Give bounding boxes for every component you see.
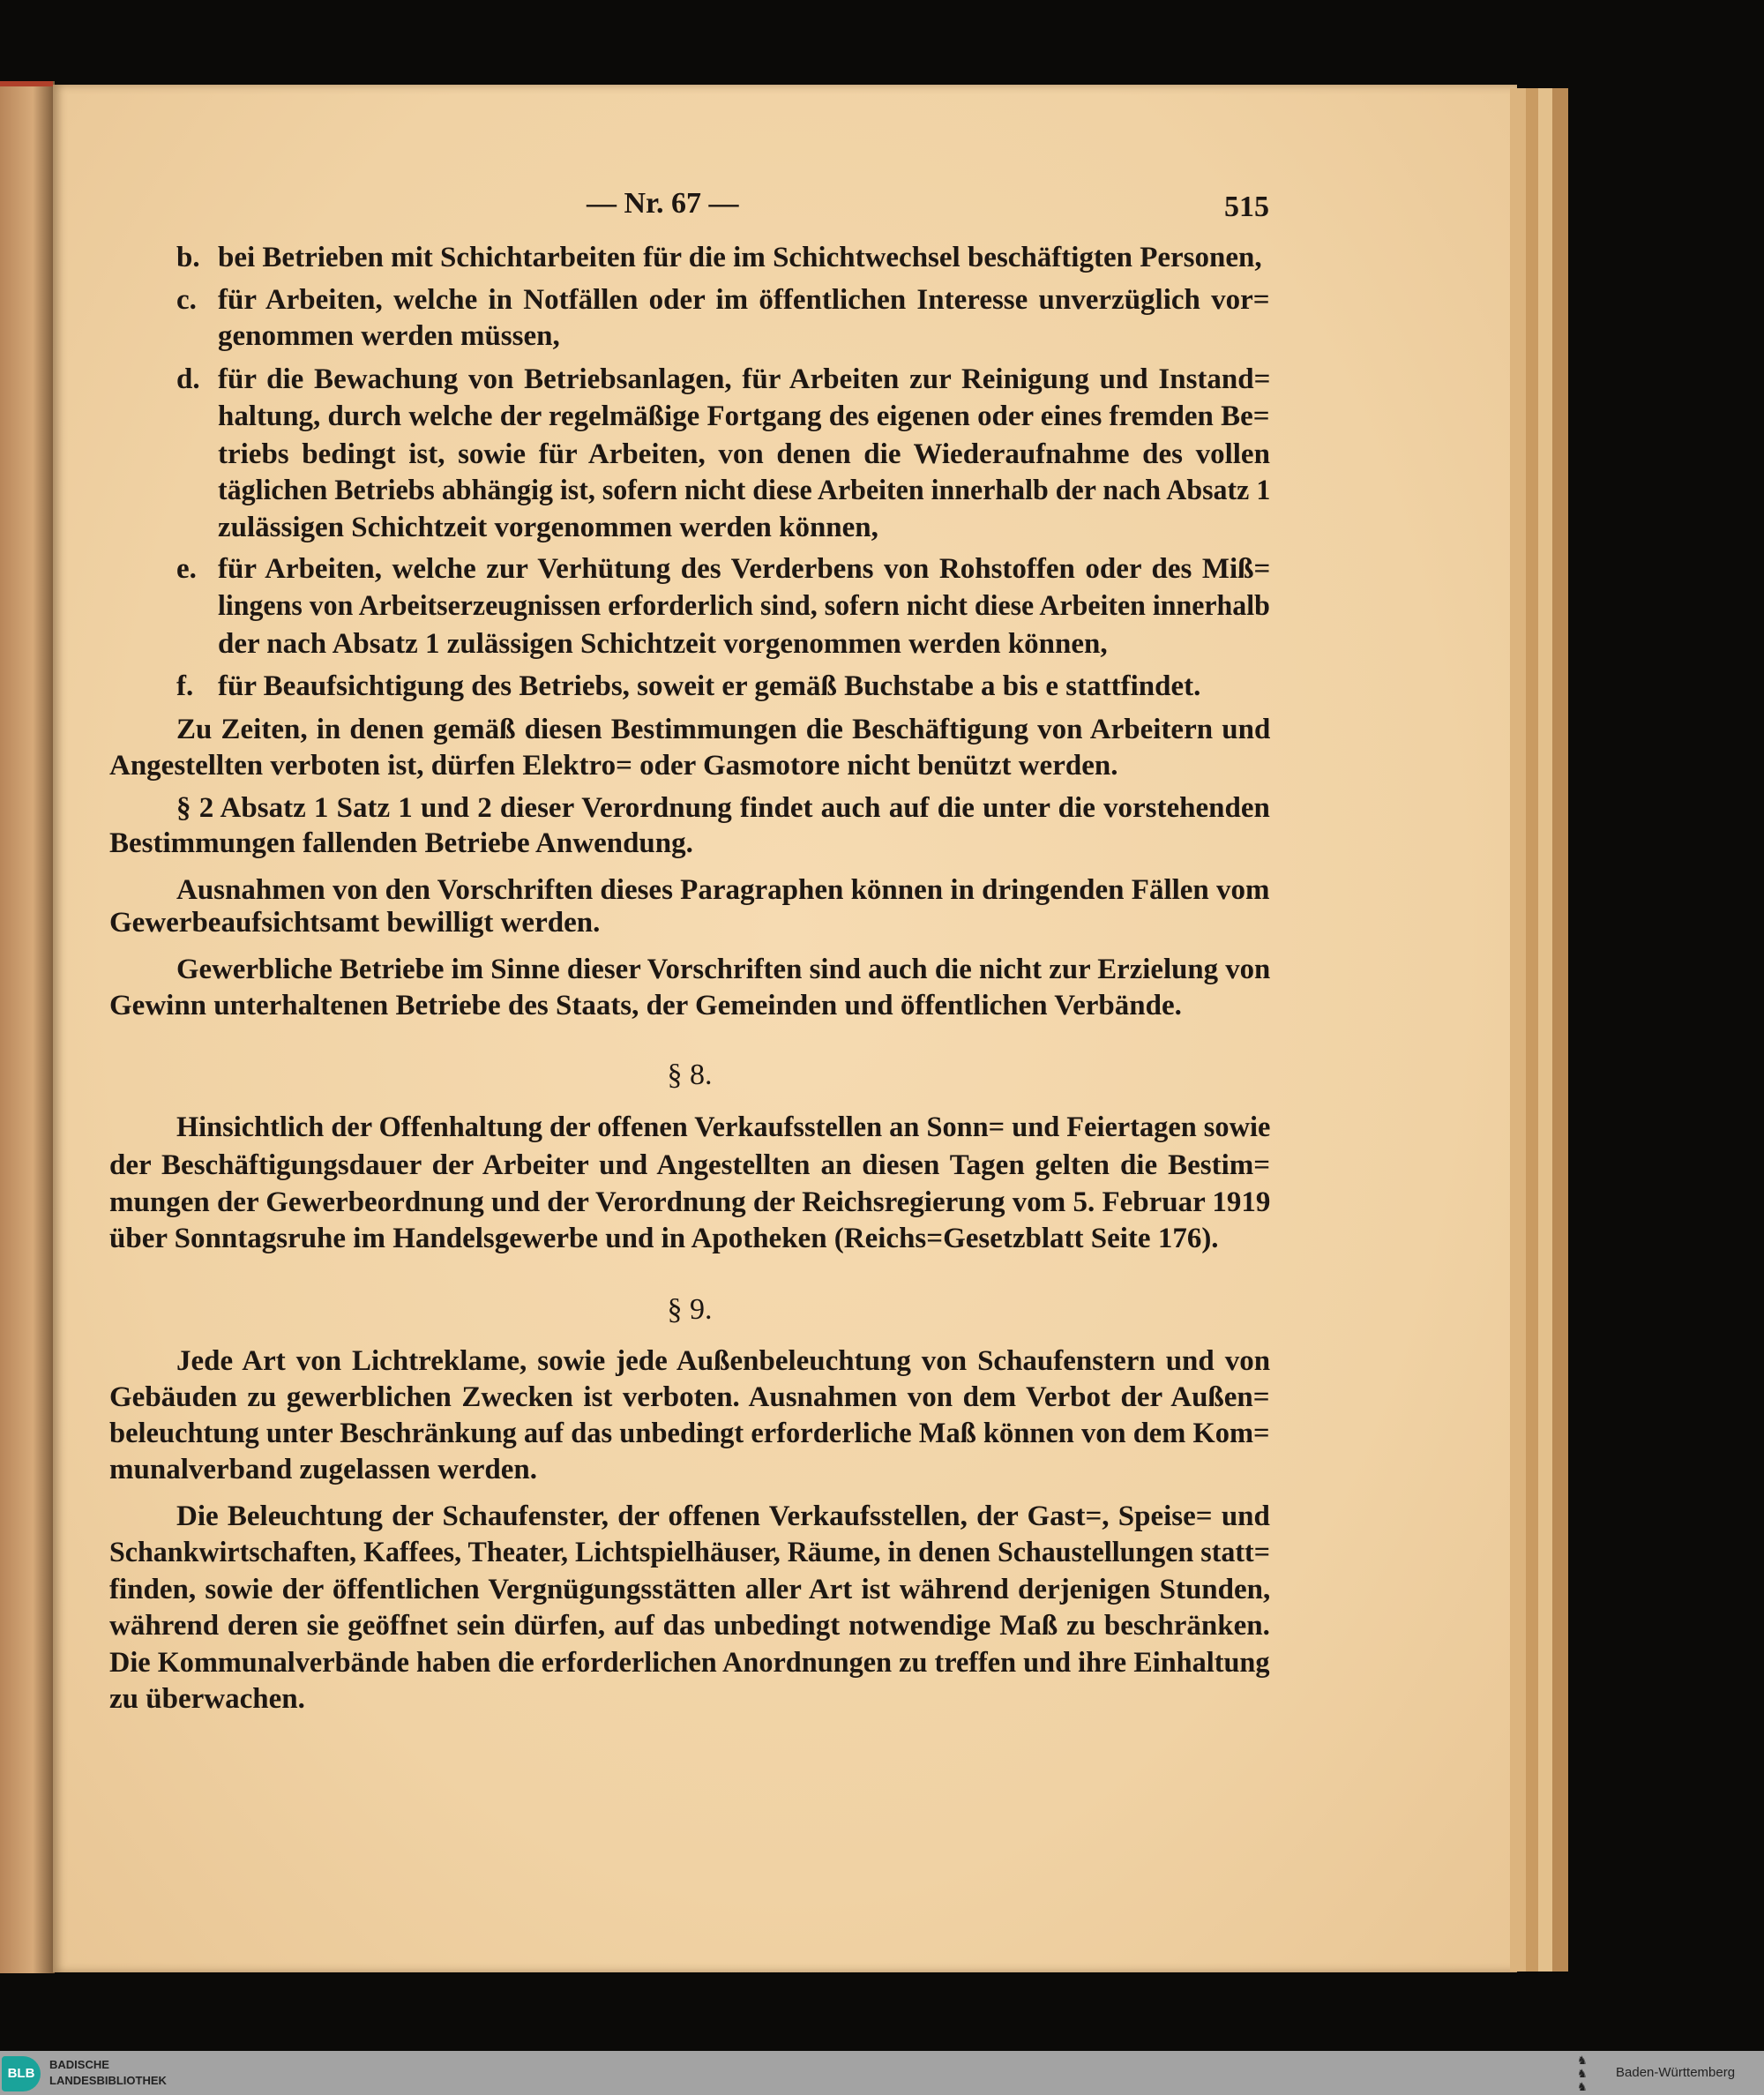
list-item-text-line: für Arbeiten, welche in Notfällen oder im öffentlichen Interesse unverzüglich vor=	[218, 284, 1270, 316]
paragraph-line: Schankwirtschaften, Kaffees, Theater, Lichtspielhäuser, Räume, in denen Schaustellungen statt=	[109, 1537, 1270, 1568]
library-name-line-1: BADISCHE	[49, 2058, 109, 2071]
list-item-label: e.	[176, 553, 197, 585]
page-number: 515	[1224, 191, 1269, 223]
list-item-text-line: bei Betrieben mit Schichtarbeiten für die im Schichtwechsel beschäftigten Personen,	[218, 242, 1262, 273]
page-stack-edge	[1526, 88, 1538, 1972]
paragraph-line: munalverband zugelassen werden.	[109, 1454, 537, 1485]
paragraph-line: Die Kommunalverbände haben die erforderlichen Anordnungen zu treffen und ihre Einhaltung	[109, 1647, 1270, 1679]
list-item-text-line: für Beaufsichtigung des Betriebs, soweit er gemäß Buchstabe a bis e stattfindet.	[218, 670, 1201, 702]
paragraph-line: Zu Zeiten, in denen gemäß diesen Bestimmungen die Beschäftigung von Arbeitern und	[176, 714, 1271, 745]
list-item-text-line: zulässigen Schichtzeit vorgenommen werden können,	[218, 512, 878, 543]
list-item-label: f.	[176, 670, 194, 702]
library-name	[49, 2057, 167, 2089]
list-item-label: c.	[176, 284, 197, 316]
list-item-text-line: täglichen Betriebs abhängig ist, sofern nicht diese Arbeiten innerhalb der nach Absatz 1	[218, 475, 1271, 506]
state-lions-icon: ♞ ♞ ♞	[1577, 2054, 1588, 2093]
paragraph-line: Gewerbliche Betriebe im Sinne dieser Vorschriften sind auch die nicht zur Erzielung von	[176, 954, 1271, 985]
list-item-label: d.	[176, 363, 200, 395]
footer-bar	[0, 2051, 1764, 2095]
paragraph-line: über Sonntagsruhe im Handelsgewerbe und in Apotheken (Reichs=Gesetzblatt Seite 176).	[109, 1223, 1219, 1254]
list-item-text-line: der nach Absatz 1 zulässigen Schichtzeit vorgenommen werden können,	[218, 628, 1108, 660]
page-stack-edge	[1538, 88, 1552, 1972]
paragraph-line: Gebäuden zu gewerblichen Zwecken ist verboten. Ausnahmen von dem Verbot der Außen=	[109, 1381, 1270, 1413]
paragraph-line: mungen der Gewerbeordnung und der Verordnung der Reichsregierung vom 5. Februar 1919	[109, 1186, 1271, 1218]
blb-logo[interactable]: BLB	[2, 2056, 41, 2091]
paragraph-line: der Beschäftigungsdauer der Arbeiter und Angestellten an diesen Tagen gelten die Bestim=	[109, 1149, 1271, 1181]
list-item-text-line: für Arbeiten, welche zur Verhütung des Verderbens von Rohstoffen oder des Miß=	[218, 553, 1271, 585]
section-heading: § 9.	[667, 1293, 713, 1326]
section-heading: § 8.	[667, 1059, 713, 1091]
paragraph-line: § 2 Absatz 1 Satz 1 und 2 dieser Verordnung findet auch auf die unter die vorstehenden	[176, 792, 1270, 824]
paragraph-line: Ausnahmen von den Vorschriften dieses Paragraphen können in dringenden Fällen vom	[176, 874, 1270, 906]
paragraph-line: Die Beleuchtung der Schaufenster, der offenen Verkaufsstellen, der Gast=, Speise= und	[176, 1500, 1270, 1532]
paragraph-line: Gewerbeaufsichtsamt bewilligt werden.	[109, 907, 601, 939]
paragraph-line: finden, sowie der öffentlichen Vergnügungsstätten aller Art ist während derjenigen Stunden,	[109, 1574, 1271, 1605]
paragraph-line: beleuchtung unter Beschränkung auf das unbedingt erforderliche Maß können von dem Kom=	[109, 1418, 1270, 1449]
paragraph-line: Angestellten verboten ist, dürfen Elektro= oder Gasmotore nicht benützt werden.	[109, 750, 1118, 782]
list-item-text-line: lingens von Arbeitserzeugnissen erforderlich sind, sofern nicht diese Arbeiten innerhalb	[218, 590, 1270, 622]
list-item-text-line: genommen werden müssen,	[218, 320, 560, 352]
list-item-text-line: triebs bedingt ist, sowie für Arbeiten, von denen die Wiederaufnahme des vollen	[218, 438, 1270, 470]
paragraph-line: zu überwachen.	[109, 1683, 305, 1715]
issue-header: — Nr. 67 —	[587, 187, 739, 220]
paragraph-line: während deren sie geöffnet sein dürfen, auf das unbedingt notwendige Maß zu beschränken.	[109, 1610, 1270, 1642]
page-stack-edge	[1552, 88, 1568, 1972]
library-name-line-2: LANDESBIBLIOTHEK	[49, 2074, 167, 2087]
paragraph-line: Jede Art von Lichtreklame, sowie jede Außenbeleuchtung von Schaufenstern und von	[176, 1345, 1271, 1377]
list-item-text-line: für die Bewachung von Betriebsanlagen, für Arbeiten zur Reinigung und Instand=	[218, 363, 1271, 395]
paragraph-line: Bestimmungen fallenden Betriebe Anwendung.	[109, 827, 693, 859]
paragraph-line: Hinsichtlich der Offenhaltung der offenen Verkaufsstellen an Sonn= und Feiertagen sowie	[176, 1111, 1271, 1143]
list-item-text-line: haltung, durch welche der regelmäßige Fortgang des eigenen oder eines fremden Be=	[218, 400, 1270, 432]
state-name[interactable]: Baden-Württemberg	[1616, 2065, 1736, 2080]
paragraph-line: Gewinn unterhaltenen Betriebe des Staats, der Gemeinden und öffentlichen Verbände.	[109, 990, 1182, 1021]
left-page-edge-red	[0, 81, 53, 86]
page-stack-edge	[1510, 88, 1526, 1972]
list-item-label: b.	[176, 242, 200, 273]
left-page-edge	[0, 81, 55, 1973]
